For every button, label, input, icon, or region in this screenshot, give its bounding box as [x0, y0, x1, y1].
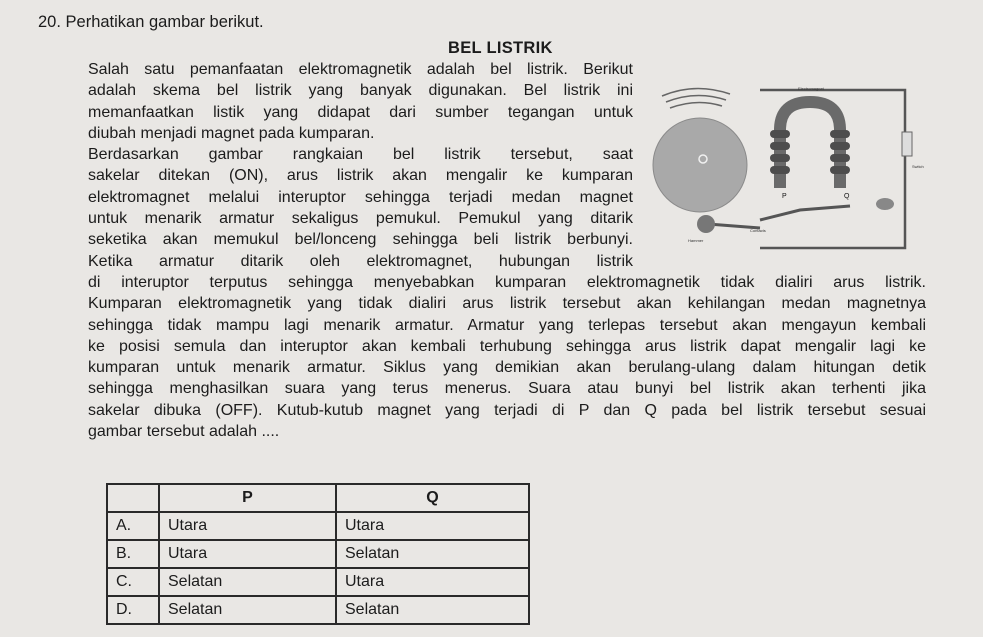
paragraph-line: Ketika armatur ditarik oleh elektromagnet, hubungan listrik — [88, 252, 633, 270]
paragraph-line: diubah menjadi magnet pada kumparan. — [88, 124, 375, 142]
option-p-value: Selatan — [159, 596, 336, 624]
option-q-value: Utara — [336, 512, 529, 540]
paragraph-line: sakelar dibuka (OFF). Kutub-kutub magnet yang terjadi di P dan Q pada bel listrik tersebut sesuai — [88, 401, 926, 419]
paragraph-line: kumparan untuk menarik armatur. Siklus yang demikian akan berulang-ulang dalam hitungan detik — [88, 359, 926, 377]
paragraph-line: seketika akan memukul bel/lonceng sehingga beli listrik berbunyi. — [88, 231, 633, 249]
table-row[interactable] — [107, 568, 529, 596]
paragraph-line: adalah skema bel listrik yang banyak digunakan. Bel listrik ini — [88, 82, 633, 100]
contacts-label: Contacts — [750, 228, 766, 233]
paragraph-line: Kumparan elektromagnetik yang tidak dialiri arus listrik tersebut akan kehilangan medan magnetnya — [88, 295, 926, 313]
pole-q-label: Q — [844, 193, 850, 200]
armature — [760, 206, 850, 220]
section-title: BEL LISTRIK — [448, 39, 553, 57]
paragraph-line: sehingga tidak mampu lagi menarik armatur. Armatur yang terlepas tersebut akan mengayun kembali — [88, 316, 926, 334]
option-q-value: Selatan — [336, 596, 529, 624]
electric-bell-diagram — [650, 70, 950, 270]
contact-screw — [876, 198, 894, 210]
paragraph-line: elektromagnet melalui interuptor sehingga terjadi medan magnet — [88, 188, 633, 206]
option-letter[interactable]: C. — [107, 568, 159, 596]
option-letter[interactable]: D. — [107, 596, 159, 624]
header-cell-q: Q — [336, 484, 529, 512]
header-cell-p: P — [159, 484, 336, 512]
paragraph-line: Salah satu pemanfaatan elektromagnetik adalah bel listrik. Berikut — [88, 61, 633, 78]
option-p-value: Utara — [159, 540, 336, 568]
header-cell — [107, 484, 159, 512]
question-number-line: 20. Perhatikan gambar berikut. — [38, 13, 264, 31]
option-q-value: Selatan — [336, 540, 529, 568]
table-row[interactable] — [107, 512, 529, 540]
paragraph-line: untuk menarik armatur sekaligus pemukul. Pemukul yang ditarik — [88, 210, 633, 228]
sound-wave-icon — [666, 95, 726, 102]
option-letter[interactable]: B. — [107, 540, 159, 568]
sound-wave-icon — [670, 102, 722, 108]
table-header-row — [107, 484, 529, 512]
option-p-value: Selatan — [159, 568, 336, 596]
switch-icon — [902, 132, 912, 156]
paragraph-line: sakelar ditekan (ON), arus listrik akan mengalir ke kumparan — [88, 167, 633, 185]
electromagnet-label: Electromagnet — [798, 86, 824, 91]
paragraph-line: gambar tersebut adalah .... — [88, 423, 280, 441]
option-q-value: Utara — [336, 568, 529, 596]
paragraph-line: ke posisi semula dan interuptor akan kembali terhubung sehingga arus listrik dapat mengalir lagi ke — [88, 337, 926, 355]
answer-options-table — [106, 483, 530, 625]
paragraph-line: Berdasarkan gambar rangkaian bel listrik tersebut, saat — [88, 146, 633, 164]
table-row[interactable] — [107, 596, 529, 624]
paragraph-line: sehingga menghasilkan suara yang terus menerus. Suara atau bunyi bel listrik akan terhenti jika — [88, 380, 926, 398]
option-letter[interactable]: A. — [107, 512, 159, 540]
option-p-value: Utara — [159, 512, 336, 540]
paragraph-line: memanfaatkan listik yang didapat dari sumber tegangan untuk — [88, 103, 633, 121]
bell-gong — [653, 118, 747, 212]
pole-p-label: P — [782, 193, 787, 200]
hammer-label: Hammer — [688, 238, 704, 243]
table-row[interactable] — [107, 540, 529, 568]
hammer-head — [697, 215, 715, 233]
switch-label: Switch — [912, 164, 924, 169]
paragraph-line: di interuptor terputus sehingga menyebabkan kumparan elektromagnetik tidak dialiri arus listrik. — [88, 273, 926, 291]
